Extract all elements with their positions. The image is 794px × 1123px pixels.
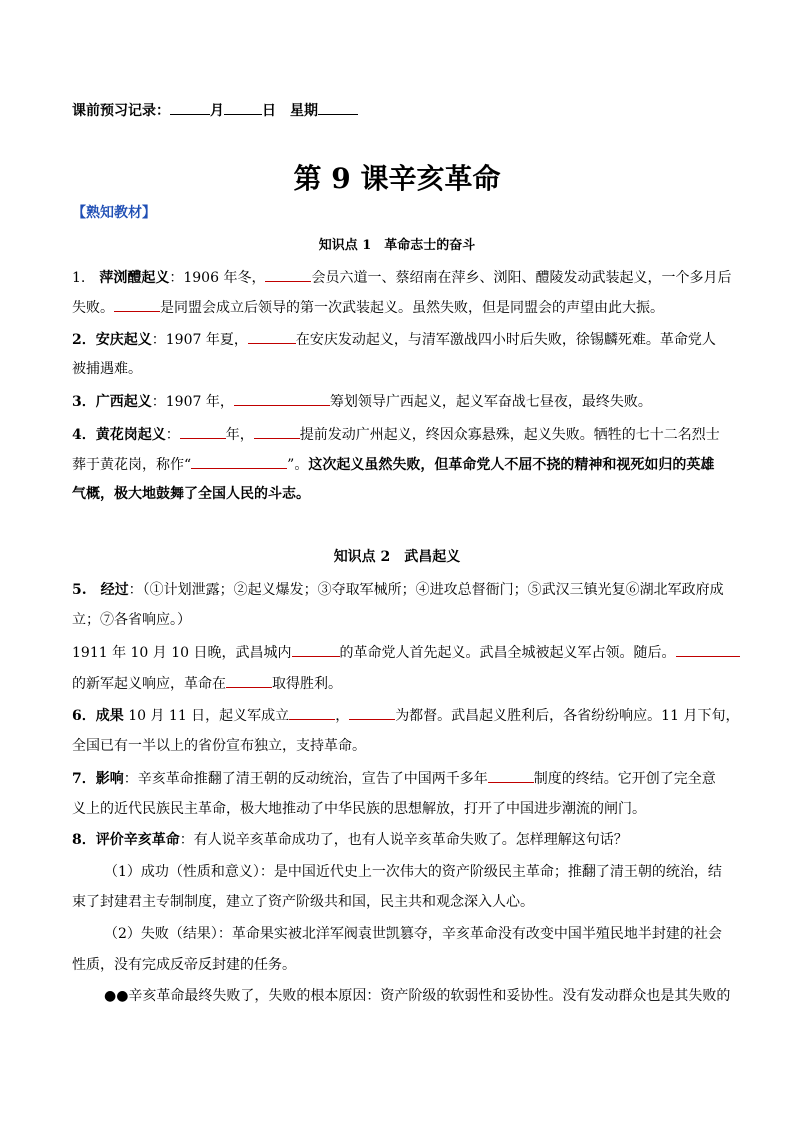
item-text: ：1906 年冬， <box>169 270 266 286</box>
record-label: 课前预习记录： <box>72 103 170 119</box>
item-text: ：辛亥革命推翻了清王朝的反动统治，宣告了中国两千多年 <box>123 771 488 787</box>
kp1-heading: 知识点 1 革命志士的奋斗 <box>318 238 476 253</box>
item5-line4 <box>72 673 722 694</box>
item-label: 安庆起义 <box>95 332 152 348</box>
item3-line1 <box>72 391 722 412</box>
answer-blank[interactable] <box>488 768 534 783</box>
item-text: ：（①计划泄露；②起义爆发；③夺取军械所；④进攻总督衙门；⑤武汉三镇光复⑥湖北军政府成 <box>128 582 724 598</box>
month-blank[interactable] <box>170 100 210 115</box>
item-number: 8． <box>72 832 96 848</box>
item7-line2: 义上的近代民族民主革命，极大地推动了中华民族的思想解放，打开了中国进步潮流的闸门。 <box>72 801 646 817</box>
item-text: ：有人说辛亥革命成功了，也有人说辛亥革命失败了。怎样理解这句话？ <box>179 832 628 848</box>
item8-failure-line1: （2）失败（结果）：革命果实被北洋军阀袁世凯篡夺，辛亥革命没有改变中国半殖民地半封建的社会 <box>104 926 722 942</box>
item-text: 的新军起义响应，革命在 <box>72 676 226 692</box>
item-text: 为都督。武昌起义胜利后，各省纷纷响应。11 月下旬， <box>395 708 740 724</box>
item1-line2 <box>72 297 722 318</box>
item5-line1 <box>72 580 722 600</box>
item8-line1 <box>72 830 722 850</box>
answer-blank[interactable] <box>180 424 226 439</box>
item6-line2: 全国已有一半以上的省份宣布独立，支持革命。 <box>72 738 366 754</box>
item-text: 的革命党人首先起义。武昌全城被起义军占领。随后。 <box>339 645 676 661</box>
item-label: 影响 <box>95 771 124 787</box>
answer-blank[interactable] <box>114 297 160 312</box>
answer-blank[interactable] <box>292 642 340 657</box>
item-text: ： <box>165 427 180 443</box>
item-text: 在安庆发动起义，与清军激战四小时后失败，徐锡麟死难。革命党人 <box>295 332 716 348</box>
item-text: 1911 年 10 月 10 日晚，武昌城内 <box>72 645 292 661</box>
item-text-bold: 这次起义虽然失败，但革命党人不屈不挠的精神和视死如归的英雄 <box>308 457 715 473</box>
item-text: 制度的终结。它开创了完全意 <box>533 771 716 787</box>
item-label: 广西起义 <box>95 394 152 410</box>
item8-success-line1: （1）成功（性质和意义）：是中国近代史上一次伟大的资产阶级民主革命；推翻了清王朝的统治，结 <box>104 864 722 880</box>
item-text: ：1907 年， <box>151 394 234 410</box>
answer-blank[interactable] <box>676 642 740 657</box>
kp2-heading: 知识点 2 武昌起义 <box>333 549 461 565</box>
item-number: 5. <box>72 582 87 598</box>
item5-line2: 立；⑦各省响应。） <box>72 612 191 628</box>
item-text: 10 月 11 日，起义军成立 <box>123 708 290 724</box>
month-label: 月 <box>210 103 224 119</box>
item-text: 筹划领导广西起义，起义军奋战七昼夜，最终失败。 <box>329 394 652 410</box>
answer-blank[interactable] <box>234 391 330 406</box>
item-number: 3． <box>72 394 96 410</box>
item5-line3 <box>72 642 722 663</box>
day-blank[interactable] <box>224 100 262 115</box>
weekday-label: 星期 <box>290 103 318 119</box>
weekday-blank[interactable] <box>318 100 358 115</box>
item-number: 4． <box>72 427 96 443</box>
answer-blank[interactable] <box>254 424 300 439</box>
item-number: 7． <box>72 771 96 787</box>
item-label: 黄花岗起义 <box>95 427 166 443</box>
item4-line2 <box>72 454 722 475</box>
item-text: 年， <box>225 427 254 443</box>
item-text: ， <box>335 708 350 724</box>
answer-blank[interactable] <box>289 705 335 720</box>
day-label: 日 <box>262 103 276 119</box>
item2-line2: 被捕遇难。 <box>72 361 142 377</box>
item7-line1 <box>72 768 722 789</box>
preview-record-line <box>72 100 722 121</box>
item-label: 成果 <box>95 708 124 724</box>
item8-failure-line2: 性质，没有完成反帝反封建的任务。 <box>72 957 296 973</box>
answer-blank[interactable] <box>226 673 272 688</box>
answer-blank[interactable] <box>191 454 287 469</box>
item-text: ”。 <box>287 457 309 473</box>
page-title: 第 9 课辛亥革命 <box>293 162 501 195</box>
item1-line1 <box>72 267 732 288</box>
answer-blank[interactable] <box>265 267 311 282</box>
item-text: 取得胜利。 <box>272 676 342 692</box>
answer-blank[interactable] <box>349 705 395 720</box>
answer-blank[interactable] <box>248 329 296 344</box>
item-label: 萍浏醴起义 <box>99 270 170 286</box>
item-text: 葬于黄花岗，称作“ <box>72 457 192 473</box>
item-label: 经过 <box>100 582 129 598</box>
item-text: ：1907 年夏， <box>151 332 248 348</box>
item4-line3: 气概，极大地鼓舞了全国人民的斗志。 <box>72 486 310 502</box>
item-text: 失败。 <box>72 300 114 316</box>
item8-success-line2: 束了封建君主专制制度，建立了资产阶级共和国，民主共和观念深入人心。 <box>72 894 534 910</box>
section-tag: 【熟知教材】 <box>72 205 156 221</box>
item-text: 是同盟会成立后领导的第一次武装起义。虽然失败，但是同盟会的声望由此大振。 <box>160 300 664 316</box>
item2-line1 <box>72 329 722 350</box>
item4-line1 <box>72 424 722 445</box>
item-text: 提前发动广州起义，终因众寡悬殊，起义失败。牺牲的七十二名烈士 <box>299 427 720 443</box>
item6-line1 <box>72 705 740 726</box>
item8-cause-line: ●●辛亥革命最终失败了，失败的根本原因：资产阶级的软弱性和妥协性。没有发动群众也是其失败的 <box>104 988 731 1004</box>
item-number: 1. <box>72 270 86 286</box>
item-label: 评价辛亥革命 <box>95 832 180 848</box>
item-text: 会员六道一、蔡绍南在萍乡、浏阳、醴陵发动武装起义，一个多月后 <box>311 270 732 286</box>
item-number: 2． <box>72 332 96 348</box>
item-number: 6． <box>72 708 96 724</box>
